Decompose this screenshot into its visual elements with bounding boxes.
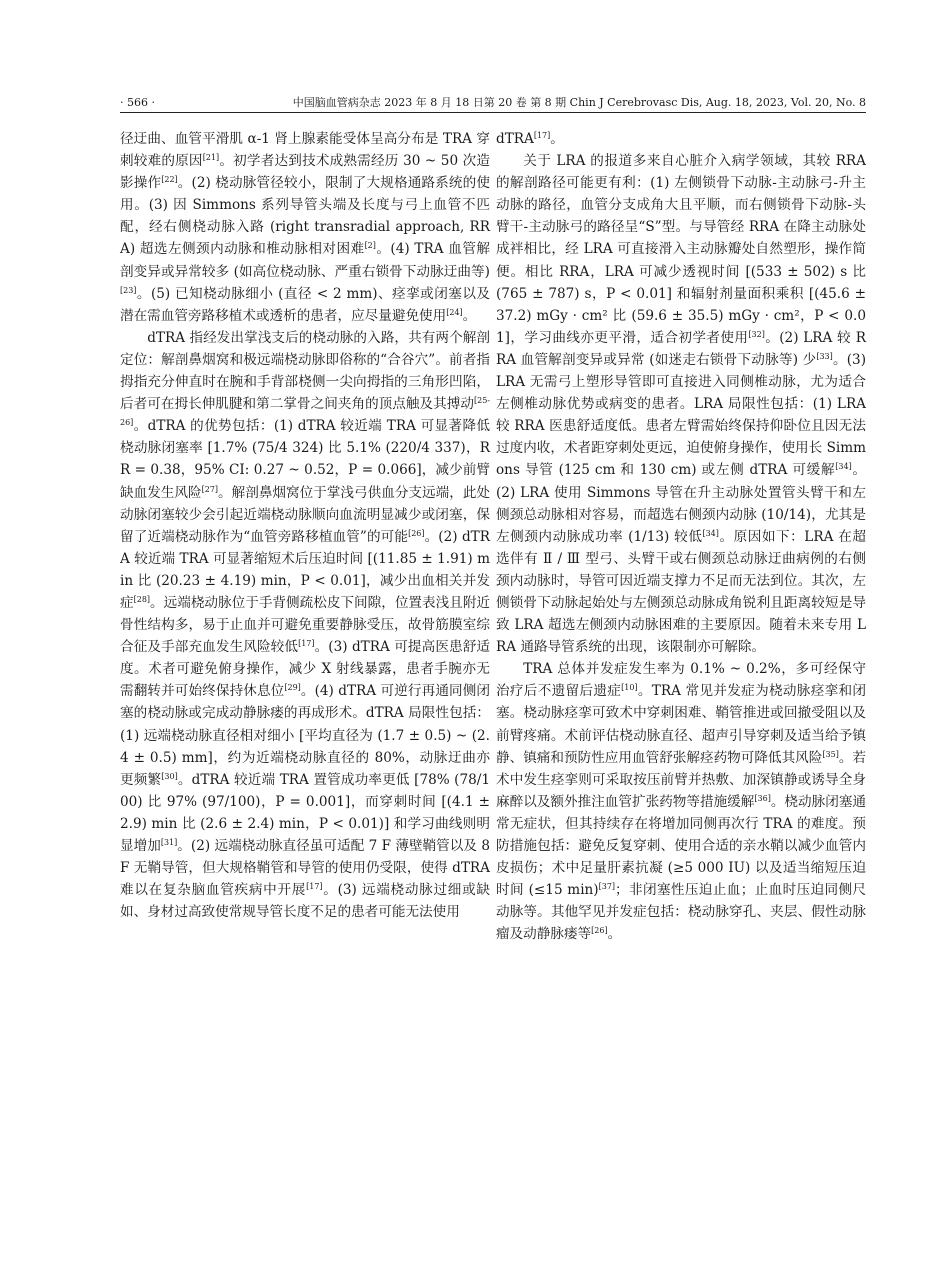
paragraph-text: dTRA: [496, 131, 534, 147]
paragraph-text: ；非闭塞性压迫止血；止血时压迫同侧尺动脉等。其他罕见并发症包括：桡动脉穿孔、夹层、假性动脉瘤及动静脉瘘等: [496, 882, 867, 943]
paragraph-text: 。dTRA 较近端 TRA 置管成功率更低 [78% (78/100) 比 97% (97/100)，P = 0.001]，而穿刺时间 [(4.1 ± 2.9) min 比 (2.6 ± 2.4) min，P < 0.01)] 和学习曲线则明显增加: [120, 771, 490, 854]
paragraph-text: 。(3) LRA 无需弓上塑形导管即可直接进入同侧椎动脉，尤为适合左侧椎动脉优势或病变的患者。LRA 局限性包括：(1) LRA 较 RRA 医患舒适度低。患者左臂需始终保持仰卧位且因无法过度内收，术者距穿刺处更远，迫使俯身操作，使用长 Simmons 导管 (125 cm 和 130 cm) 或左侧 dTRA 可缓解: [496, 351, 867, 479]
citation-ref[interactable]: [26]: [591, 926, 608, 936]
paragraph-text: 。远端桡动脉位于手背侧疏松皮下间隙，位置表浅且附近骨性结构多，易于止血并可避免重要静脉受压，故骨筋膜室综合征及手部充血发生风险较低: [120, 594, 491, 656]
paragraph-text: 关于 LRA 的报道多来自心脏介入病学领域，其较 RRA 的解剖路径可能更有利：(1) 左侧锁骨下动脉-主动脉弓-升主动脉的路径，血管分支成角大且平顺，而右侧锁骨下动脉-头臂干-主动脉弓的路径呈“S”型。与导管经 RRA 在降主动脉处成袢相比，经 LRA 可直接滑入主动脉瓣处自然塑形，操作简便。相比 RRA，LRA 可减少透视时间 [(533 ± 502) s 比 (765 ± 787) s，P < 0.01] 和辐射剂量面积乘积 [(45.6 ± 37.2) mGy · cm² 比 (59.6 ± 35.5) mGy · cm²，P < 0.01]，学习曲线亦更平滑，适合初学者使用: [496, 153, 866, 346]
page-number: · 566 ·: [120, 96, 155, 109]
paragraph-text: 。(4) TRA 血管解剖变异或异常较多 (如高位桡动脉、严重右锁骨下动脉迂曲等): [120, 241, 490, 280]
paragraph-text: 。(2) LRA 较 RRA 血管解剖变异或异常 (如迷走右锁骨下动脉等) 少: [496, 329, 866, 368]
paragraph-text: 。(4) dTRA 可逆行再通同侧闭塞的桡动脉或完成动静脉瘘的再成形术。dTRA 局限性包括：(1) 远端桡动脉直径相对细小 [平均直径为 (1.7 ± 0.5) ~ (2.4 ± 0.5) mm]，约为近端桡动脉直径的 80%，动脉迂曲亦更频繁: [120, 683, 491, 788]
paragraph-text: 。(3) 远端桡动脉过细或缺如、身材过高致使常规导管长度不足的患者可能无法使用: [120, 882, 491, 921]
right-text-column: [496, 128, 866, 945]
paragraph-text: 。: [550, 131, 564, 147]
left-text-column: [120, 128, 490, 923]
citation-ref[interactable]: [25-26]: [120, 396, 490, 428]
citation-ref[interactable]: [17]: [533, 131, 551, 140]
citation-ref[interactable]: [28]: [133, 594, 151, 604]
citation-ref[interactable]: [26]: [408, 528, 425, 538]
paragraph-continuation: [496, 128, 866, 150]
paragraph-text: 。原因如下：LRA 在超选伴有 Ⅱ / Ⅲ 型弓、头臂干或右侧颈总动脉迂曲病例的右侧颈内动脉时，导管可因近端支撑力不足而无法到位。其次，左侧锁骨下动脉起始处与左侧颈总动脉成角锐利且距离较短是导致 LRA 超选左侧颈内动脉困难的主要原因。随着未来专用 LRA 通路导管系统的出现，该限制亦可解除。: [496, 528, 866, 656]
citation-ref[interactable]: [17]: [306, 882, 323, 892]
citation-ref[interactable]: [31]: [160, 838, 178, 847]
paragraph-text: 。(2) LRA 使用 Simmons 导管在升主动脉处置管头臂干和左侧颈总动脉相对容易，而超选右侧颈内动脉 (10/14)，尤其是左侧颈内动脉成功率 (1/13) 较低: [496, 462, 866, 545]
citation-ref[interactable]: [27]: [201, 484, 219, 494]
citation-ref[interactable]: [23]: [120, 285, 137, 295]
paragraph-text: 。TRA 常见并发症为桡动脉痉挛和闭塞。桡动脉痉挛可致术中穿刺困难、鞘管推进或回撤受阻以及前臂疼痛。术前评估桡动脉直径、超声引导穿刺及适当给予镇静、镇痛和预防性应用血管舒张解痉药物可降低其风险: [496, 683, 866, 766]
paragraph-continuation: [120, 128, 490, 327]
citation-ref[interactable]: [30]: [161, 771, 178, 781]
citation-ref[interactable]: [17]: [298, 639, 315, 649]
citation-ref[interactable]: [10]: [621, 683, 638, 693]
paragraph-text: 。桡动脉闭塞通常无症状，但其持续存在将增加同侧再次行 TRA 的难度。预防措施包括：避免反复穿刺、使用合适的亲水鞘以减少血管内皮损伤；术中足量肝素抗凝 (≥5 000 IU) 以及适当缩短压迫时间 (≤15 min): [496, 793, 867, 899]
citation-ref[interactable]: [24]: [446, 307, 463, 317]
paragraph-text: 。: [607, 926, 622, 943]
paragraph-text: TRA 总体并发症发生率为 0.1% ~ 0.2%，多可经保守治疗后不遗留后遗症: [496, 661, 866, 700]
paragraph-text: 。(5) 已知桡动脉细小 (直径 < 2 mm)、痉挛或闭塞以及潜在需血管旁路移植术或透析的患者，应尽量避免使用: [120, 285, 490, 324]
citation-ref[interactable]: [34]: [835, 462, 852, 472]
paragraph-text: 。(2) 远端桡动脉直径虽可适配 7 F 薄壁鞘管以及 8 F 无鞘导管，但大规格鞘管和导管的使用仍受限，使得 dTRA 难以在复杂脑血管疾病中开展: [120, 838, 491, 899]
paragraph-text: 。(2) 桡动脉管径较小，限制了大规格通路系统的使用。(3) 因 Simmons 系列导管头端及长度与弓上血管不匹配，经右侧桡动脉入路 (right transradial approach, RRA) 超选左侧颈内动脉和椎动脉相对困难: [120, 175, 491, 258]
citation-ref[interactable]: [33]: [816, 351, 833, 361]
paragraph: [496, 150, 866, 658]
paragraph-text: 径迂曲、血管平滑肌 α-1 肾上腺素能受体呈高分布是 TRA 穿刺较难的原因: [120, 131, 490, 170]
paragraph: [496, 658, 866, 945]
citation-ref[interactable]: [22]: [161, 175, 178, 185]
citation-ref[interactable]: [32]: [748, 329, 765, 339]
citation-ref[interactable]: [36]: [754, 793, 771, 803]
paragraph-text: 。若术中发生痉挛则可采取按压前臂并热敷、加深镇静或诱导全身麻醉以及额外推注血管扩张药物等措施缓解: [496, 749, 867, 810]
citation-ref[interactable]: [35]: [822, 749, 839, 759]
running-header: [120, 94, 866, 113]
citation-ref[interactable]: [21]: [202, 153, 220, 163]
journal-citation-line: 中国脑血管病杂志 2023 年 8 月 18 日第 20 卷 第 8 期 Chin J Cerebrovasc Dis, Aug. 18, 2023, Vol. 20, No. 8: [292, 96, 866, 109]
paragraph-text: 。(2) dTRA 较近端 TRA 可显著缩短术后压迫时间 [(11.85 ± 1.91) min 比 (20.23 ± 4.19) min，P < 0.01]，减少出血相关并发症: [120, 528, 490, 611]
paragraph-text: 。dTRA 的优势包括：(1) dTRA 较近端 TRA 可显著降低桡动脉闭塞率 [1.7% (75/4 324) 比 5.1% (220/4 337)，RR = 0.38，95% CI: 0.27 ~ 0.52，P = 0.066]，减少前臂缺血发生风险: [120, 418, 490, 501]
paragraph-text: 。初学者达到技术成熟需经历 30 ~ 50 次造影操作: [120, 153, 491, 192]
paragraph-text: 。(3) dTRA 可提高医患舒适度。术者可避免俯身操作，减少 X 射线暴露，患者手腕亦无需翻转并可始终保持休息位: [120, 639, 491, 700]
citation-ref[interactable]: [34]: [702, 528, 719, 538]
citation-ref[interactable]: [2]: [364, 241, 376, 251]
citation-ref[interactable]: [29]: [284, 683, 301, 693]
paragraph-text: 。: [462, 307, 477, 324]
paragraph: [120, 327, 490, 924]
citation-ref[interactable]: [37]: [598, 882, 616, 892]
paragraph-text: 。解剖鼻烟窝位于掌浅弓供血分支远端，此处动脉闭塞较少会引起近端桡动脉顺向血流明显减少或闭塞，保留了近端桡动脉作为“血管旁路移植血管”的可能: [120, 484, 491, 545]
paragraph-text: dTRA 指经发出掌浅支后的桡动脉的入路，共有两个解剖定位：解剖鼻烟窝和极远端桡动脉即俗称的“合谷穴”。前者指拇指充分伸直时在腕和手背部桡侧一尖向拇指的三角形凹陷，后者可在拇长伸肌腱和第二掌骨之间夹角的顶点触及其搏动: [120, 329, 490, 413]
